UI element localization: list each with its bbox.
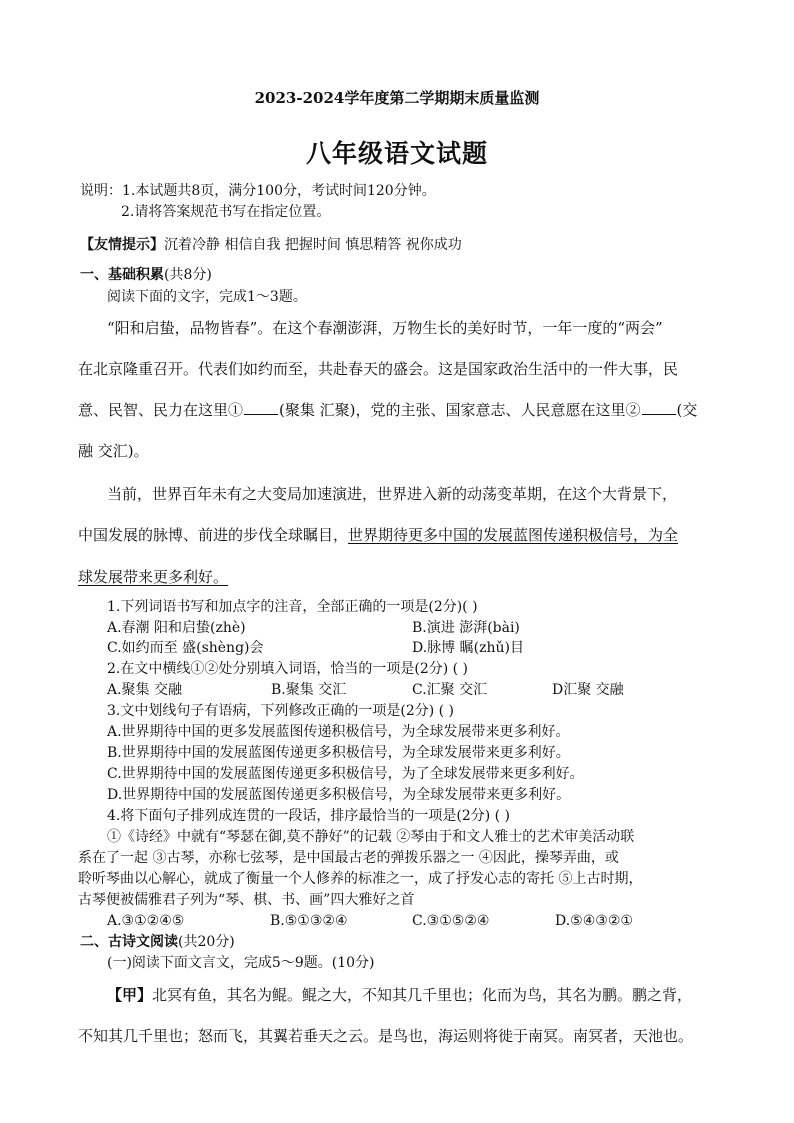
passage-jia-line-1: [107, 984, 692, 1006]
section1-title: 一、基础积累: [80, 267, 164, 283]
section2-heading: [80, 932, 235, 952]
jia-label: 【甲】: [107, 986, 153, 1004]
passage-p1-line-3: [78, 399, 697, 421]
p1-line3-part-b: (聚集 汇聚)，党的主张、国家意志、人民意愿在这里②: [279, 401, 641, 419]
q1-option-a: A.春潮 阳和启蛰(zhè): [107, 620, 246, 636]
q4-sentences-line-1: ①《诗经》中就有“琴瑟在御,莫不静好”的记载 ②琴由于和文人雅士的艺术审美活动联: [107, 829, 635, 845]
section2-title: 二、古诗文阅读: [80, 934, 178, 950]
blank-1: [244, 399, 278, 415]
q4-option-d: D.⑤④③②①: [555, 913, 633, 929]
passage-p2-line-2: [78, 524, 678, 546]
underlined-sentence-part-1: 世界期待更多中国的发展蓝图传递积极信号，为全: [348, 526, 679, 544]
exam-subtitle: 2023-2024学年度第二学期期末质量监测: [254, 89, 540, 107]
q4-option-a: A.③①②④⑤: [107, 913, 185, 929]
q1-option-b: B.演进 澎湃(bài): [412, 620, 520, 636]
section2-note: (共20分): [178, 934, 235, 950]
passage-jia-line-2: 不知其几千里也；怒而飞，其翼若垂天之云。是鸟也，海运则将徙于南冥。南冥者，天池也。: [78, 1027, 694, 1045]
q4-option-c: C.③①⑤②④: [412, 913, 490, 929]
q4-sentences-line-3: 聆听琴曲以心解心，就成了衡量一个人修养的标准之一，成了抒发心志的寄托 ⑤上古时期，: [78, 871, 643, 887]
q3-option-b: B.世界期待中国的发展蓝图传递更多积极信号，为全球发展带来更多利好。: [107, 745, 570, 761]
tip-label: 【友情提示】: [80, 237, 164, 253]
section1-note: (共8分): [164, 267, 212, 283]
exam-title: 八年级语文试题: [305, 139, 488, 168]
p2-line2-part-a: 中国发展的脉博、前进的步伐全球瞩目，: [78, 526, 349, 544]
q2-option-a: A.聚集 交融: [107, 682, 183, 698]
section1-intro: 阅读下面的文字，完成1～3题。: [107, 289, 307, 305]
q4-sentences-line-2: 系在了一起 ③古琴，亦称七弦琴，是中国最古老的弹拨乐器之一 ④因此，操琴弄曲，或: [78, 850, 619, 866]
question-3: 3.文中划线句子有语病，下列修改正确的一项是(2分) ( ): [107, 703, 455, 719]
q2-option-b: B.聚集 交汇: [271, 682, 347, 698]
q1-option-d: D.脉博 瞩(zhǔ)目: [412, 640, 524, 656]
q4-option-b: B.⑤①③②④: [270, 913, 348, 929]
blank-2: [642, 399, 676, 415]
passage-p1-line-1: “阳和启蛰，品物皆春”。在这个春潮澎湃，万物生长的美好时节，一年一度的“两会”: [107, 319, 663, 337]
p1-line3-part-c: (交: [676, 401, 698, 419]
q4-sentences-line-4: 古琴便被儒雅君子列为“琴、棋、书、画”四大雅好之首: [78, 892, 415, 908]
q3-option-a: A.世界期待中国的更多发展蓝图传递积极信号，为全球发展带来更多利好。: [107, 724, 570, 740]
passage-p2-line-1: 当前，世界百年未有之大变局加速演进，世界进入新的动荡变革期，在这个大背景下，: [107, 485, 678, 503]
q3-option-c: C.世界期待中国的发展蓝图传递更多积极信号，为了全球发展带来更多利好。: [107, 766, 584, 782]
q1-option-c: C.如约而至 盛(shèng)会: [107, 640, 264, 656]
q2-option-c: C.汇聚 交汇: [412, 682, 488, 698]
friendly-tip: [80, 235, 462, 255]
passage-p1-line-2: 在北京隆重召开。代表们如约而至，共赴春天的盛会。这是国家政治生活中的一件大事，民: [78, 360, 679, 378]
instruction-line-1: 说明：1.本试题共8页，满分100分，考试时间120分钟。: [80, 183, 436, 199]
question-4: 4.将下面句子排列成连贯的一段话，排序最恰当的一项是(2分) ( ): [107, 808, 511, 824]
jia-line-1-text: 北冥有鱼，其名为鲲。鲲之大，不知其几千里也；化而为鸟，其名为鹏。鹏之背，: [152, 986, 693, 1004]
passage-p1-line-4: 融 交汇)。: [78, 442, 149, 460]
section2-intro: (一)阅读下面文言文，完成5～9题。(10分): [107, 955, 375, 971]
q2-option-d: D汇聚 交融: [552, 682, 624, 698]
p1-line3-part-a: 意、民智、民力在这里①: [78, 401, 244, 419]
tip-text: 沉着冷静 相信自我 把握时间 慎思精答 祝你成功: [164, 237, 462, 253]
underlined-sentence-part-2: 球发展带来更多利好。: [78, 568, 229, 586]
question-2: 2.在文中横线①②处分别填入词语，恰当的一项是(2分) ( ): [107, 661, 469, 677]
question-1: 1.下列词语书写和加点字的注音，全部正确的一项是(2分)( ): [107, 599, 478, 615]
section1-heading: [80, 265, 212, 285]
q3-option-d: D.世界期待中国的发展蓝图传递更多积极信号，为全球发展带来更多利好。: [107, 787, 571, 803]
instruction-line-2: 2.请将答案规范书写在指定位置。: [121, 204, 331, 220]
